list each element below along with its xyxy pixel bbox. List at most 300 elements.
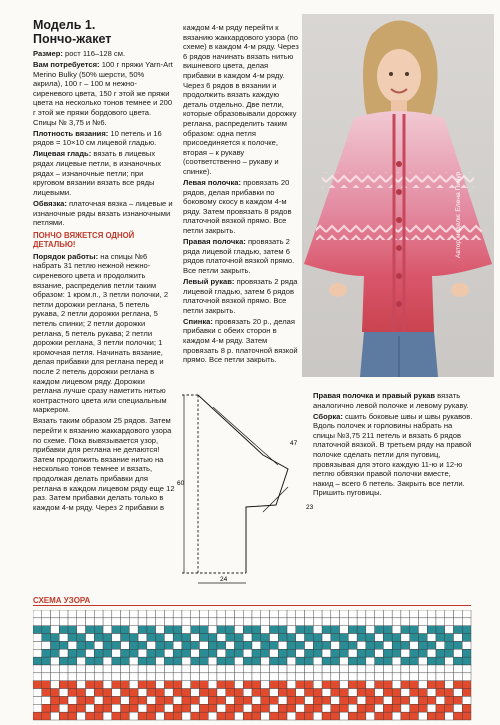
chart-cell [42, 712, 51, 720]
chart-cell [427, 689, 436, 697]
chart-cell [59, 641, 68, 649]
chart-cell [305, 712, 314, 720]
chart-cell [383, 641, 392, 649]
chart-cell [77, 665, 86, 673]
chart-cell [226, 618, 235, 626]
chart-cell [226, 626, 235, 634]
chart-cell [51, 665, 60, 673]
chart-cell [453, 641, 462, 649]
chart-cell [357, 665, 366, 673]
chart-cell [418, 634, 427, 642]
chart-cell [138, 696, 147, 704]
chart-cell [199, 689, 208, 697]
chart-cell [59, 673, 68, 681]
chart-cell [322, 610, 331, 618]
chart-cell [217, 657, 226, 665]
paragraph-label: Порядок работы: [33, 251, 99, 261]
chart-cell [112, 681, 121, 689]
chart-cell [392, 665, 401, 673]
chart-cell [383, 673, 392, 681]
chart-cell [191, 634, 200, 642]
chart-cell [59, 657, 68, 665]
middle-paragraphs [183, 23, 300, 365]
chart-cell [313, 657, 322, 665]
chart-cell [296, 696, 305, 704]
chart-cell [366, 712, 375, 720]
chart-cell [375, 712, 384, 720]
chart-cell [243, 649, 252, 657]
chart-cell [261, 696, 270, 704]
chart-cell [182, 649, 191, 657]
button-3 [396, 217, 402, 223]
chart-cell [375, 626, 384, 634]
chart-cell [191, 618, 200, 626]
right-paragraphs [313, 391, 473, 498]
chart-cell [138, 712, 147, 720]
chart-cell [436, 634, 445, 642]
chart-cell [287, 681, 296, 689]
chart-cell [129, 665, 138, 673]
chart-cell [357, 689, 366, 697]
chart-cell [322, 618, 331, 626]
chart-cell [59, 618, 68, 626]
chart-cell [278, 665, 287, 673]
chart-cell [410, 618, 419, 626]
chart-cell [462, 626, 471, 634]
chart-cell [418, 673, 427, 681]
chart-cell [305, 641, 314, 649]
chart-cell [348, 618, 357, 626]
chart-cell [287, 641, 296, 649]
chart-cell [208, 696, 217, 704]
chart-cell [305, 634, 314, 642]
chart-cell [243, 634, 252, 642]
chart-cell [59, 712, 68, 720]
chart-cell [410, 634, 419, 642]
left-paragraph [33, 129, 175, 148]
chart-cell [436, 626, 445, 634]
label-base: 24 [220, 576, 228, 583]
chart-cell [322, 673, 331, 681]
chart-cell [410, 610, 419, 618]
chart-cell [68, 665, 77, 673]
chart-cell [252, 665, 261, 673]
chart-cell [129, 626, 138, 634]
chart-cell [313, 689, 322, 697]
chart-cell [392, 626, 401, 634]
chart-cell [348, 649, 357, 657]
chart-cell [418, 626, 427, 634]
chart-cell [226, 673, 235, 681]
chart-cell [173, 657, 182, 665]
button-1 [396, 161, 402, 167]
chart-cell [77, 704, 86, 712]
chart-cell [42, 649, 51, 657]
chart-cell [410, 673, 419, 681]
chart-cell [173, 610, 182, 618]
chart-cell [217, 681, 226, 689]
chart-cell [103, 712, 112, 720]
chart-cell [287, 657, 296, 665]
chart-cell [42, 665, 51, 673]
chart-cell [147, 689, 156, 697]
chart-cell [86, 657, 95, 665]
chart-cell [121, 712, 130, 720]
chart-cell [427, 641, 436, 649]
chart-cell [453, 696, 462, 704]
chart-cell [436, 649, 445, 657]
chart-cell [445, 712, 454, 720]
chart-cell [234, 618, 243, 626]
chart-cell [410, 696, 419, 704]
chart-cell [191, 673, 200, 681]
chart-cell [340, 696, 349, 704]
paragraph-text: провязать 20 р., делая прибавки с обеих сторон в каждом 4-м ряду. Затем провязать 8 р. платочной вязкой прямо. Все петли закрыть. [183, 316, 298, 365]
left-paragraphs [33, 49, 175, 228]
chart-cell [287, 649, 296, 657]
chart-cell [112, 610, 121, 618]
chart-cell [296, 610, 305, 618]
chart-cell [217, 649, 226, 657]
button-5 [396, 273, 402, 279]
chart-cell [94, 626, 103, 634]
chart-cell [86, 618, 95, 626]
chart-cell [418, 618, 427, 626]
chart-cell [331, 712, 340, 720]
chart-cell [462, 689, 471, 697]
chart-cell [59, 704, 68, 712]
chart-cell [191, 649, 200, 657]
chart-cell [156, 696, 165, 704]
chart-cell [208, 657, 217, 665]
chart-cell [340, 634, 349, 642]
paragraph-label: Обвязка: [33, 198, 67, 208]
chart-cell [68, 634, 77, 642]
chart-cell [112, 657, 121, 665]
chart-cell [313, 610, 322, 618]
chart-cell [208, 634, 217, 642]
paragraph-label: Лицевая гладь: [33, 149, 92, 159]
chart-cell [462, 712, 471, 720]
paragraph-label: Вам потребуется: [33, 60, 100, 70]
chart-cell [121, 704, 130, 712]
chart-cell [68, 689, 77, 697]
chart-cell [366, 673, 375, 681]
chart-cell [322, 634, 331, 642]
chart-cell [296, 704, 305, 712]
chart-cell [191, 665, 200, 673]
chart-cell [375, 641, 384, 649]
chart-cell [418, 641, 427, 649]
chart-cell [112, 626, 121, 634]
chart-cell [357, 618, 366, 626]
chart-cell [453, 712, 462, 720]
chart-cell [199, 641, 208, 649]
chart-cell [77, 610, 86, 618]
chart-cell [191, 657, 200, 665]
chart-cell [322, 704, 331, 712]
chart-cell [173, 641, 182, 649]
paragraph-label: Левая полочка: [183, 178, 242, 187]
chart-cell [208, 649, 217, 657]
chart-cell [296, 689, 305, 697]
chart-cell [462, 696, 471, 704]
chart-cell [427, 657, 436, 665]
chart-cell [191, 696, 200, 704]
chart-cell [182, 689, 191, 697]
chart-cell [340, 673, 349, 681]
chart-cell [436, 610, 445, 618]
chart-cell [287, 696, 296, 704]
chart-cell [86, 673, 95, 681]
chart-cell [164, 673, 173, 681]
chart-cell [322, 712, 331, 720]
chart-cell [217, 665, 226, 673]
chart-cell [418, 712, 427, 720]
chart-cell [68, 657, 77, 665]
chart-cell [401, 696, 410, 704]
chart-cell [121, 634, 130, 642]
chart-cell [427, 626, 436, 634]
chart-cell [42, 673, 51, 681]
chart-cell [226, 657, 235, 665]
chart-cell [383, 618, 392, 626]
chart-cell [375, 665, 384, 673]
chart-cell [410, 665, 419, 673]
chart-cell [278, 618, 287, 626]
chart-cell [33, 641, 42, 649]
paragraph-label: Левый рукав: [183, 276, 235, 286]
chart-cell [147, 665, 156, 673]
chart-cell [138, 641, 147, 649]
chart-cell [401, 681, 410, 689]
chart-cell [401, 712, 410, 720]
chart-cell [383, 649, 392, 657]
paragraph-text: Вязать таким образом 25 рядов. Затем перейти к вязанию жаккардового узора по схеме. Пока вывязывается узор, прибавки для реглана не делаются! Затем продолжить вязание нитью на несколько тонов темнее и вязать, продолжая делать прибавки для реглана в каждом лицевом ряду еще 12 раз. Затем прибавки делать только в каждом 4-м ряду. Через 2 прибавки в [33, 416, 175, 512]
chart-cell [392, 704, 401, 712]
chart-cell [392, 610, 401, 618]
chart-cell [436, 618, 445, 626]
chart-cell [287, 634, 296, 642]
accent-note: ПОНЧО ВЯЖЕТСЯ ОДНОЙ ДЕТАЛЬЮ! [33, 230, 135, 250]
chart-cell [375, 681, 384, 689]
chart-cell [138, 689, 147, 697]
chart-cell [226, 634, 235, 642]
chart-cell [234, 626, 243, 634]
chart-cell [164, 696, 173, 704]
chart-cell [340, 618, 349, 626]
chart-cell [173, 649, 182, 657]
chart-cell [453, 657, 462, 665]
chart-cell [208, 626, 217, 634]
chart-cell [287, 665, 296, 673]
chart-cell [156, 610, 165, 618]
chart-cell [33, 665, 42, 673]
chart-cell [42, 657, 51, 665]
chart-cell [138, 665, 147, 673]
chart-cell [418, 681, 427, 689]
chart-cell [94, 689, 103, 697]
paragraph-text: сшить боковые швы и швы рукавов. Вдоль полочек и горловины набрать на спицы №3,75 211 петель и вязать 6 рядов платочной вязкой. В третьем ряду на правой полочке сделать петли для пуговиц, провязывая для этого каждую 11-ю и 12-ю петлю обвязки правой полочки вместе, накид – всего 6 петель. Закрыть все петли. Пришить пуговицы. [313, 411, 473, 498]
paragraph-text: вязать аналогично левой полочке и левому рукаву. [313, 391, 469, 410]
chart-cell [296, 634, 305, 642]
paragraph-label: Сборка: [313, 411, 343, 421]
chart-cell [357, 673, 366, 681]
chart-cell [453, 634, 462, 642]
chart-cell [305, 673, 314, 681]
chart-cell [51, 649, 60, 657]
chart-cell [94, 657, 103, 665]
left2-paragraph [33, 416, 175, 512]
chart-cell [33, 704, 42, 712]
chart-cell [129, 610, 138, 618]
chart-cell [331, 641, 340, 649]
chart-cell [331, 634, 340, 642]
chart-cell [243, 665, 252, 673]
button-6 [396, 301, 402, 307]
chart-cell [383, 665, 392, 673]
chart-cell [383, 681, 392, 689]
chart-cell [147, 681, 156, 689]
chart-cell [59, 649, 68, 657]
chart-cell [252, 696, 261, 704]
chart-cell [445, 696, 454, 704]
chart-cell [427, 673, 436, 681]
chart-cell [173, 689, 182, 697]
chart-cell [305, 704, 314, 712]
chart-cell [86, 712, 95, 720]
chart-cell [305, 689, 314, 697]
chart-cell [199, 712, 208, 720]
chart-cell [164, 657, 173, 665]
chart-cell [366, 689, 375, 697]
chart-cell [173, 618, 182, 626]
chart-cell [164, 681, 173, 689]
chart-cell [68, 712, 77, 720]
chart-cell [410, 657, 419, 665]
chart-cell [270, 626, 279, 634]
chart-cell [348, 712, 357, 720]
chart-cell [418, 696, 427, 704]
chart-cell [42, 641, 51, 649]
chart-cell [392, 649, 401, 657]
chart-cell [445, 634, 454, 642]
label-diagonal: 47 [290, 440, 298, 447]
chart-cell [445, 704, 454, 712]
chart-cell [68, 641, 77, 649]
left-column [33, 18, 175, 514]
chart-cell [322, 665, 331, 673]
chart-cell [182, 704, 191, 712]
chart-cell [234, 681, 243, 689]
chart-cell [33, 689, 42, 697]
chart-cell [375, 657, 384, 665]
chart-cell [453, 665, 462, 673]
mid-paragraph [183, 237, 300, 275]
chart-cell [156, 681, 165, 689]
chart-cell [182, 657, 191, 665]
chart-cell [445, 665, 454, 673]
chart-cell [77, 689, 86, 697]
chart-cell [77, 649, 86, 657]
chart-cell [340, 681, 349, 689]
chart-cell [296, 649, 305, 657]
chart-cell [261, 673, 270, 681]
chart-cell [278, 657, 287, 665]
chart-cell [252, 657, 261, 665]
chart-cell [59, 626, 68, 634]
chart-cell [94, 704, 103, 712]
chart-cell [270, 665, 279, 673]
chart-cell [164, 704, 173, 712]
chart-cell [103, 626, 112, 634]
chart-cell [375, 673, 384, 681]
chart-cell [278, 712, 287, 720]
chart-cell [182, 665, 191, 673]
chart-cell [401, 657, 410, 665]
chart-cell [270, 649, 279, 657]
chart-cell [453, 673, 462, 681]
chart-cell [243, 641, 252, 649]
chart-cell [199, 634, 208, 642]
chart-cell [252, 626, 261, 634]
chart-cell [366, 696, 375, 704]
chart-cell [94, 649, 103, 657]
chart-cell [445, 673, 454, 681]
chart-cell [278, 626, 287, 634]
chart-cell [208, 689, 217, 697]
chart-cell [94, 712, 103, 720]
chart-cell [121, 626, 130, 634]
chart-cell [296, 618, 305, 626]
left-paragraphs-2 [33, 252, 175, 513]
chart-cell [270, 673, 279, 681]
left-paragraph [33, 49, 175, 59]
chart-cell [208, 681, 217, 689]
chart-cell [42, 610, 51, 618]
chart-cell [252, 610, 261, 618]
chart-cell [156, 712, 165, 720]
chart-cell [366, 665, 375, 673]
chart-cell [33, 649, 42, 657]
chart-cell [313, 618, 322, 626]
chart-cell [427, 665, 436, 673]
chart-cell [401, 641, 410, 649]
chart-cell [401, 673, 410, 681]
chart-cell [129, 673, 138, 681]
chart-cell [164, 641, 173, 649]
chart-cell [427, 704, 436, 712]
chart-cell [287, 704, 296, 712]
paragraph-text: провязать 2 ряда лицевой гладью, затем 6 рядов платочной вязкой прямо. Все петли закрыть. [183, 276, 298, 315]
chart-cell [68, 704, 77, 712]
chart-cell [383, 626, 392, 634]
chart-cell [453, 704, 462, 712]
chart-cell [340, 641, 349, 649]
pattern-diagram [168, 387, 318, 587]
chart-cell [375, 696, 384, 704]
chart-cell [261, 689, 270, 697]
chart-cell [427, 618, 436, 626]
chart-cell [287, 689, 296, 697]
chart-cell [51, 696, 60, 704]
chart-cell [436, 696, 445, 704]
chart-cell [313, 673, 322, 681]
chart-cell [252, 712, 261, 720]
chart-cell [138, 618, 147, 626]
chart-cell [383, 712, 392, 720]
face [377, 49, 421, 103]
